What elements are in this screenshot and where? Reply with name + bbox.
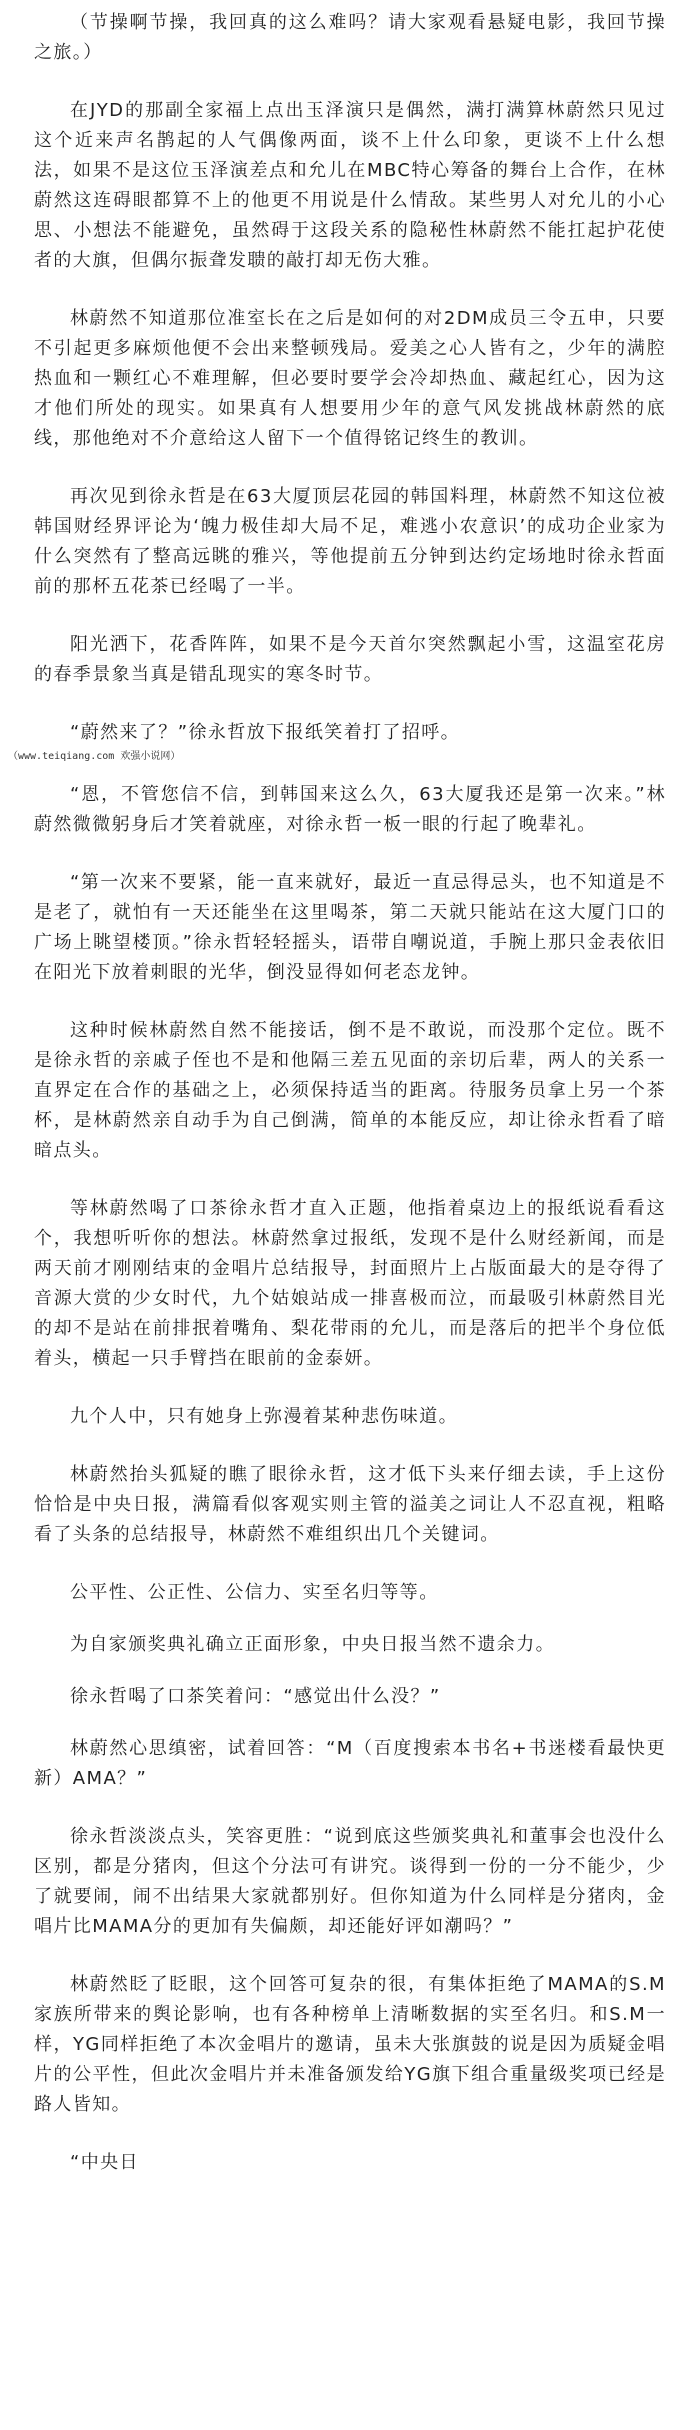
paragraph-10: 九个人中，只有她身上弥漫着某种悲伤味道。	[70, 1406, 458, 1427]
paragraph-spacer	[34, 988, 666, 1016]
paragraph-3: 再次见到徐永哲是在63大厦顶层花园的韩国料理，林蔚然不知这位被韩国财经界评论为‘魄力极佳却大局不足，难逃小农意识’的成功企业家为什么突然有了整高远眺的雅兴，等他提前五分钟到达约定场地时徐永哲面前的那杯五花茶已经喝了一半。	[34, 486, 666, 597]
paragraph-18: “中央日	[70, 2152, 139, 2173]
paragraph-spacer	[34, 1374, 666, 1402]
paragraph-11: 林蔚然抬头狐疑的瞧了眼徐永哲，这才低下头来仔细去读，手上这份恰恰是中央日报，满篇看似客观实则主管的溢美之词让人不忍直视，粗略看了头条的总结报导，林蔚然不难组织出几个关键词。	[34, 1464, 666, 1545]
paragraph-spacer	[34, 1608, 666, 1630]
paragraph-spacer	[34, 764, 666, 780]
paragraph-spacer	[34, 1712, 666, 1734]
paragraph-6: “恩，不管您信不信，到韩国来这么久，63大厦我还是第一次来。”林蔚然微微躬身后才笑着就座，对徐永哲一板一眼的行起了晚辈礼。	[34, 784, 666, 835]
paragraph-spacer	[34, 1660, 666, 1682]
paragraph-author-note: （节操啊节操，我回真的这么难吗？请大家观看悬疑电影，我回节操之旅。）	[34, 12, 666, 63]
paragraph-13: 为自家颁奖典礼确立正面形象，中央日报当然不遗余力。	[70, 1634, 555, 1655]
paragraph-2: 林蔚然不知道那位准室长在之后是如何的对2DM成员三令五申，只要不引起更多麻烦他便不会出来整顿残局。爱美之心人皆有之，少年的满腔热血和一颗红心不难理解，但必要时要学会冷却热血、藏起红心，因为这才他们所处的现实。如果真有人想要用少年的意气风发挑战林蔚然的底线，那他绝对不介意给这人留下一个值得铭记终生的教训。	[34, 308, 666, 449]
paragraph-8: 这种时候林蔚然自然不能接话，倒不是不敢说，而没那个定位。既不是徐永哲的亲戚子侄也不是和他隔三差五见面的亲切后辈，两人的关系一直界定在合作的基础之上，必须保持适当的距离。待服务员拿上另一个茶杯，是林蔚然亲自动手为自己倒满，简单的本能反应，却让徐永哲看了暗暗点头。	[34, 1020, 666, 1161]
paragraph-spacer	[34, 1166, 666, 1194]
paragraph-spacer	[34, 454, 666, 482]
paragraph-spacer	[34, 1550, 666, 1578]
paragraph-14: 徐永哲喝了口茶笑着问：“感觉出什么没？”	[70, 1686, 441, 1707]
paragraph-spacer	[34, 2120, 666, 2148]
paragraph-7: “第一次来不要紧，能一直来就好，最近一直忌得忌头，也不知道是不是老了，就怕有一天还能坐在这里喝茶，第二天就只能站在这大厦门口的广场上眺望楼顶。”徐永哲轻轻摇头，语带自嘲说道，手腕上那只金表依旧在阳光下放着刺眼的光华，倒没显得如何老态龙钟。	[34, 872, 666, 983]
paragraph-spacer	[34, 1794, 666, 1822]
paragraph-spacer	[34, 1942, 666, 1970]
paragraph-spacer	[34, 1432, 666, 1460]
paragraph-spacer	[34, 602, 666, 630]
paragraph-spacer	[34, 68, 666, 96]
paragraph-16: 徐永哲淡淡点头，笑容更胜：“说到底这些颁奖典礼和董事会也没什么区别，都是分猪肉，但这个分法可有讲究。谈得到一份的一分不能少，少了就要闹，闹不出结果大家就都别好。但你知道为什么同样是分猪肉，金唱片比MAMA分的更加有失偏颇，却还能好评如潮吗？”	[34, 1826, 666, 1937]
paragraph-1: 在JYD的那副全家福上点出玉泽演只是偶然，满打满算林蔚然只见过这个近来声名鹊起的人气偶像两面，谈不上什么印象，更谈不上什么想法，如果不是这位玉泽演差点和允儿在MBC特心筹备的舞台上合作，在林蔚然这连碍眼都算不上的他更不用说是什么情敌。某些男人对允儿的小心思、小想法不能避免，虽然碍于这段关系的隐秘性林蔚然不能扛起护花使者的大旗，但偶尔振聋发聩的敲打却无伤大雅。	[34, 100, 666, 271]
paragraph-5: “蔚然来了？”徐永哲放下报纸笑着打了招呼。	[70, 722, 461, 743]
paragraph-12: 公平性、公正性、公信力、实至名归等等。	[70, 1582, 439, 1603]
paragraph-spacer	[34, 276, 666, 304]
paragraph-17: 林蔚然眨了眨眼，这个回答可复杂的很，有集体拒绝了MAMA的S.M家族所带来的舆论影响，也有各种榜单上清晰数据的实至名归。和S.M一样，YG同样拒绝了本次金唱片的邀请，虽未大张旗鼓的说是因为质疑金唱片的公平性，但此次金唱片并未准备颁发给YG旗下组合重量级奖项已经是路人皆知。	[34, 1974, 666, 2115]
paragraph-spacer	[34, 690, 666, 718]
site-watermark: （www.teiqiang.com 欢强小说网）	[8, 751, 181, 762]
paragraph-9: 等林蔚然喝了口茶徐永哲才直入正题，他指着桌边上的报纸说看看这个，我想听听你的想法。林蔚然拿过报纸，发现不是什么财经新闻，而是两天前才刚刚结束的金唱片总结报导，封面照片上占版面最大的是夺得了音源大赏的少女时代，九个姑娘站成一排喜极而泣，而最吸引林蔚然目光的却不是站在前排抿着嘴角、梨花带雨的允儿，而是落后的把半个身位低着头，横起一只手臂挡在眼前的金泰妍。	[34, 1198, 666, 1369]
paragraph-spacer	[34, 840, 666, 868]
paragraph-15: 林蔚然心思缜密，试着回答：“M（百度搜索本书名+书迷楼看最快更新）AMA？”	[34, 1738, 666, 1789]
paragraph-4: 阳光洒下，花香阵阵，如果不是今天首尔突然飘起小雪，这温室花房的春季景象当真是错乱现实的寒冬时节。	[34, 634, 666, 685]
